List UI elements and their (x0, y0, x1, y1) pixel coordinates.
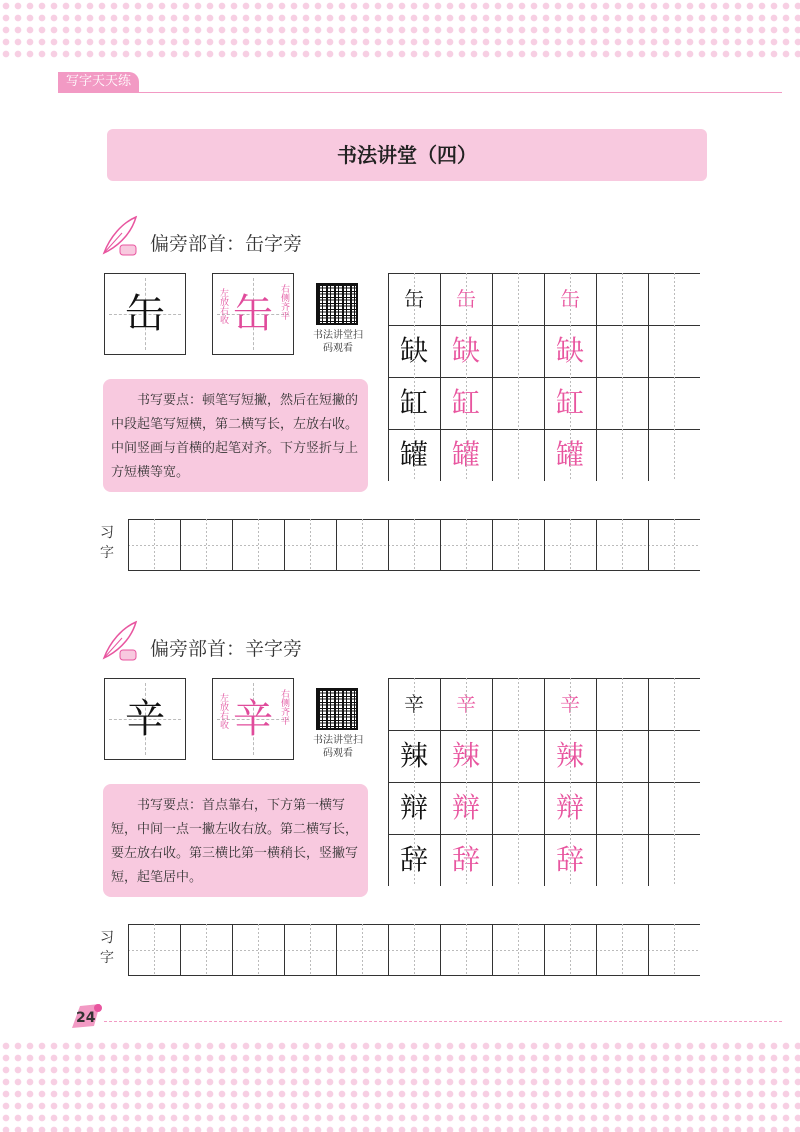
grid-cell (388, 325, 440, 377)
trace-char: 辛 (560, 692, 580, 716)
trace-char: 辩 (555, 791, 584, 824)
trace-char: 缸 (451, 386, 480, 419)
grid-cell (492, 325, 544, 377)
example-char: 辩 (399, 791, 428, 824)
trace-char: 辞 (555, 843, 584, 876)
grid-cell (544, 429, 596, 481)
example-char: 罐 (399, 438, 428, 471)
qr-label: 书法讲堂扫码观看 (313, 735, 363, 759)
demo-note-right: 右侧齐平 (279, 689, 289, 725)
trace-char: 缶 (456, 287, 476, 311)
grid-cell (648, 429, 700, 481)
example-char: 辞 (399, 843, 428, 876)
trace-char: 辛 (456, 692, 476, 716)
demo-char: 辛 (233, 696, 273, 742)
grid-cell (388, 834, 440, 886)
grid-cell (596, 730, 648, 782)
grid-cell (596, 429, 648, 481)
grid-cell (596, 678, 648, 730)
grid-cell (388, 429, 440, 481)
grid-cell (596, 377, 648, 429)
grid-cell (544, 782, 596, 834)
grid-cell (596, 834, 648, 886)
grid-cell (492, 730, 544, 782)
trace-char: 罐 (451, 438, 480, 471)
character-practice-grid (388, 678, 700, 886)
qr-code[interactable] (316, 688, 358, 730)
grid-cell (388, 273, 440, 325)
trace-char: 罐 (555, 438, 584, 471)
character-practice-grid (388, 273, 700, 481)
model-char-box (104, 678, 186, 760)
grid-cell (492, 678, 544, 730)
grid-cell (596, 325, 648, 377)
grid-cell (388, 377, 440, 429)
writing-tips: 书写要点：首点靠右，下方第一横写短，中间一点一撇左收右放。第二横写长，要左放右收。第三横比第一横稍长，竖撇写短，起笔居中。 (103, 784, 368, 897)
demo-char: 缶 (233, 291, 273, 337)
grid-cell (544, 325, 596, 377)
page-title: 书法讲堂（四） (107, 129, 707, 181)
practice-grid-lines (128, 519, 700, 571)
bottom-dot-pattern (0, 1040, 800, 1132)
trace-char: 缺 (555, 334, 584, 367)
trace-char: 缸 (555, 386, 584, 419)
qr-label: 书法讲堂扫码观看 (313, 330, 363, 354)
demo-note-right: 右侧齐平 (279, 284, 289, 320)
free-practice-row[interactable] (128, 924, 700, 976)
grid-cell (648, 782, 700, 834)
grid-cell (440, 730, 492, 782)
grid-cell (544, 678, 596, 730)
demo-note-left: 左放右收 (218, 693, 228, 729)
grid-cell (492, 782, 544, 834)
qr-code[interactable] (316, 283, 358, 325)
quill-icon (96, 618, 142, 664)
grid-cell (492, 429, 544, 481)
grid-cell (544, 377, 596, 429)
trace-char: 缶 (560, 287, 580, 311)
grid-cell (544, 273, 596, 325)
trace-char: 辣 (451, 739, 480, 772)
trace-char: 辩 (451, 791, 480, 824)
model-char: 辛 (125, 696, 165, 742)
example-char: 缶 (404, 287, 424, 311)
example-char: 缺 (399, 334, 428, 367)
practice-label: 习字 (100, 525, 114, 561)
page-number: 24 (76, 1010, 96, 1026)
demo-note-left: 左放右收 (218, 288, 228, 324)
grid-cell (596, 273, 648, 325)
grid-cell (648, 834, 700, 886)
series-tab: 写字天天练 (58, 72, 139, 92)
grid-cell (648, 273, 700, 325)
grid-cell (388, 678, 440, 730)
section-fou-radical (0, 205, 800, 585)
quill-icon (96, 213, 142, 259)
grid-cell (492, 834, 544, 886)
demo-char-box (212, 273, 294, 355)
top-dot-pattern (0, 0, 800, 62)
grid-cell (492, 273, 544, 325)
free-practice-row[interactable] (128, 519, 700, 571)
grid-cell (544, 834, 596, 886)
grid-cell (388, 730, 440, 782)
grid-cell (544, 730, 596, 782)
radical-heading: 偏旁部首：缶字旁 (150, 233, 303, 255)
practice-label: 习字 (100, 930, 114, 966)
trace-char: 辣 (555, 739, 584, 772)
model-char: 缶 (125, 291, 165, 337)
header-rule (58, 92, 782, 93)
radical-heading: 偏旁部首：辛字旁 (150, 638, 303, 660)
grid-cell (388, 782, 440, 834)
grid-cell (440, 273, 492, 325)
trace-char: 辞 (451, 843, 480, 876)
grid-cell (648, 377, 700, 429)
grid-cell (492, 377, 544, 429)
grid-cell (440, 678, 492, 730)
grid-cell (440, 782, 492, 834)
writing-tips: 书写要点：顿笔写短撇，然后在短撇的中段起笔写短横，第二横写长，左放右收。中间竖画与首横的起笔对齐。下方竖折与上方短横等宽。 (103, 379, 368, 492)
grid-cell (648, 678, 700, 730)
trace-char: 缺 (451, 334, 480, 367)
model-char-box (104, 273, 186, 355)
demo-char-box (212, 678, 294, 760)
practice-grid-lines (128, 924, 700, 976)
grid-cell (648, 325, 700, 377)
grid-cell (596, 782, 648, 834)
grid-cell (648, 730, 700, 782)
page-number-badge (70, 1002, 104, 1030)
example-char: 辣 (399, 739, 428, 772)
grid-cell (440, 377, 492, 429)
grid-cell (440, 429, 492, 481)
footer-rule (104, 1021, 782, 1022)
example-char: 缸 (399, 386, 428, 419)
grid-cell (440, 834, 492, 886)
section-xin-radical (0, 610, 800, 990)
grid-cell (440, 325, 492, 377)
example-char: 辛 (404, 692, 424, 716)
